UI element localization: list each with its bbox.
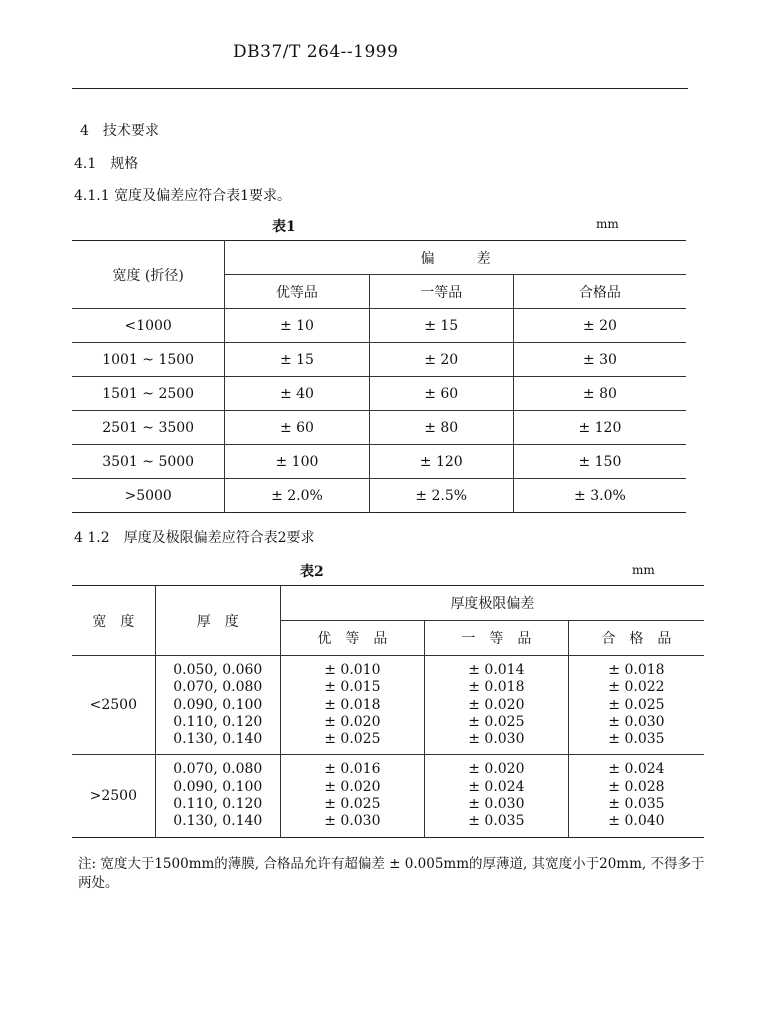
table1-cell: ± 80	[513, 377, 686, 411]
table2-thickness-list	[155, 656, 280, 755]
list-item: ± 0.020	[468, 696, 525, 713]
list-item: ± 0.014	[468, 662, 525, 678]
section-4-heading: 4 技术要求	[80, 123, 159, 139]
list-item: ± 0.035	[608, 796, 665, 813]
list-item: ± 0.035	[468, 813, 525, 830]
table2-caption: 表2	[300, 564, 324, 580]
table1-cell-width: >5000	[72, 479, 225, 513]
list-item: ± 0.030	[608, 713, 665, 730]
table2	[72, 585, 704, 838]
list-item: ± 0.010	[324, 662, 381, 678]
table1-cell: ± 60	[369, 377, 513, 411]
table1-cell: ± 15	[225, 343, 369, 377]
table1-cell: ± 20	[513, 309, 686, 343]
table2-block-width: >2500	[72, 755, 155, 837]
list-item: ± 0.024	[608, 761, 665, 778]
table1-cell-width: 1501 ~ 2500	[72, 377, 225, 411]
table1-header-first-grade: 一等品	[369, 275, 513, 309]
table-row	[72, 411, 686, 445]
table1-cell-width: 1001 ~ 1500	[72, 343, 225, 377]
list-item: 0.110, 0.120	[173, 796, 263, 813]
list-item: ± 0.030	[468, 796, 525, 813]
list-item: ± 0.025	[608, 696, 665, 713]
table2-block-width: <2500	[72, 656, 155, 755]
table2-premium-list	[280, 755, 424, 837]
table1	[72, 240, 686, 513]
table1-header-premium: 优等品	[225, 275, 369, 309]
list-item: 0.050, 0.060	[173, 662, 263, 678]
list-item: ± 0.020	[324, 713, 381, 730]
list-item: ± 0.040	[608, 813, 665, 830]
table1-cell: ± 40	[225, 377, 369, 411]
table-row	[72, 343, 686, 377]
table2-note: 注: 宽度大于1500mm的薄膜, 合格品允许有超偏差 ± 0.005mm的厚薄道, 其宽度小于20mm, 不得多于两处。	[78, 856, 705, 891]
table1-cell: ± 100	[225, 445, 369, 479]
table1-cell: ± 3.0%	[513, 479, 686, 513]
list-item: ± 0.025	[324, 731, 381, 748]
section-4-1-1-text: 4.1.1 宽度及偏差应符合表1要求。	[74, 188, 291, 204]
table-row	[72, 309, 686, 343]
list-item: ± 0.025	[468, 713, 525, 730]
list-item: 0.110, 0.120	[173, 713, 263, 730]
list-item: ± 0.028	[608, 778, 665, 795]
table1-cell: ± 30	[513, 343, 686, 377]
list-item: ± 0.022	[608, 679, 665, 696]
table2-premium-list	[280, 656, 424, 755]
table1-cell: ± 2.0%	[225, 479, 369, 513]
table2-qualified-list	[568, 755, 704, 837]
table2-header-premium: 优 等 品	[280, 621, 424, 656]
list-item: 0.130, 0.140	[173, 813, 263, 830]
table1-cell-width: 3501 ~ 5000	[72, 445, 225, 479]
table2-header-qualified: 合 格 品	[568, 621, 704, 656]
table1-cell: ± 20	[369, 343, 513, 377]
table1-header-deviation: 偏 差	[225, 241, 686, 275]
table1-cell: ± 2.5%	[369, 479, 513, 513]
section-4-1-heading: 4.1 规格	[74, 156, 139, 172]
list-item: ± 0.018	[608, 662, 665, 678]
table1-cell-width: 2501 ~ 3500	[72, 411, 225, 445]
table1-cell: ± 80	[369, 411, 513, 445]
list-item: ± 0.020	[468, 761, 525, 778]
list-item: ± 0.035	[608, 731, 665, 748]
list-item: 0.070, 0.080	[173, 679, 263, 696]
table1-cell: ± 120	[513, 411, 686, 445]
table2-first-grade-list	[424, 755, 568, 837]
list-item: 0.090, 0.100	[173, 778, 263, 795]
document-code: DB37/T 264--1999	[233, 42, 399, 62]
list-item: ± 0.015	[324, 679, 381, 696]
list-item: ± 0.018	[324, 696, 381, 713]
table-row	[72, 445, 686, 479]
list-item: 0.130, 0.140	[173, 731, 263, 748]
list-item: ± 0.018	[468, 679, 525, 696]
table1-header-qualified: 合格品	[513, 275, 686, 309]
table-row	[72, 656, 704, 755]
list-item: ± 0.030	[324, 813, 381, 830]
table1-cell: ± 10	[225, 309, 369, 343]
table1-cell: ± 60	[225, 411, 369, 445]
list-item: 0.090, 0.100	[173, 696, 263, 713]
section-4-1-2-text: 4 1.2 厚度及极限偏差应符合表2要求	[74, 530, 315, 546]
table2-thickness-list	[155, 755, 280, 837]
list-item: 0.070, 0.080	[173, 761, 263, 778]
header-rule	[72, 88, 688, 89]
table-row	[72, 479, 686, 513]
table2-header-deviation: 厚度极限偏差	[280, 586, 704, 621]
table2-qualified-list	[568, 656, 704, 755]
table1-cell-width: <1000	[72, 309, 225, 343]
list-item: ± 0.020	[324, 778, 381, 795]
table2-header-first-grade: 一 等 品	[424, 621, 568, 656]
list-item: ± 0.025	[324, 796, 381, 813]
table1-cell: ± 150	[513, 445, 686, 479]
table1-header-width: 宽度 (折径)	[72, 241, 225, 309]
table2-header-width: 宽 度	[72, 586, 155, 656]
list-item: ± 0.016	[324, 761, 381, 778]
table1-caption: 表1	[272, 219, 296, 235]
table2-unit: mm	[632, 563, 655, 577]
table1-unit: mm	[596, 217, 619, 231]
list-item: ± 0.024	[468, 778, 525, 795]
table2-header-thickness: 厚 度	[155, 586, 280, 656]
list-item: ± 0.030	[468, 731, 525, 748]
table2-first-grade-list	[424, 656, 568, 755]
table-row	[72, 377, 686, 411]
table1-cell: ± 120	[369, 445, 513, 479]
table-row	[72, 755, 704, 837]
table1-cell: ± 15	[369, 309, 513, 343]
